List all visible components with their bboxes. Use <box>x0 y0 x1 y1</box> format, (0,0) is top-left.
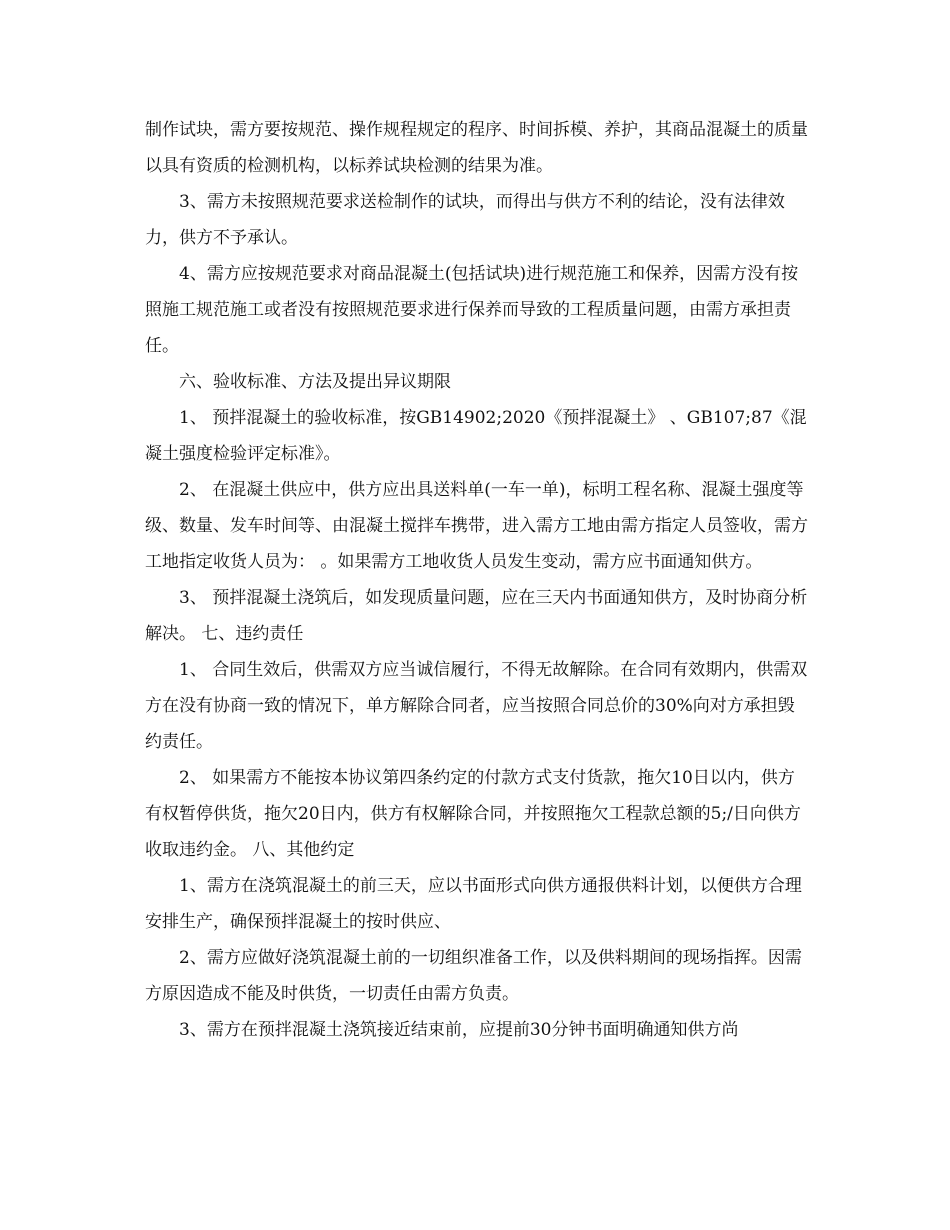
paragraph-5: 1、 预拌混凝土的验收标准，按GB14902;2020《预拌混凝土》 、GB107;87《混凝土强度检验评定标准》。 <box>145 408 807 464</box>
section-heading-6: 六、验收标准、方法及提出异议期限 <box>179 372 451 392</box>
paragraph-9: 2、 如果需方不能按本协议第四条约定的付款方式支付货款，拖欠10日以内，供方有权暂停供货，拖欠20日内，供方有权解除合同，并按照拖欠工程款总额的5;/日向供方收取违约金。 八、其他约定 <box>145 768 801 860</box>
paragraph-3: 4、需方应按规范要求对商品混凝土(包括试块)进行规范施工和保养，因需方没有按照施工规范施工或者没有按照规范要求进行保养而导致的工程质量问题，由需方承担责任。 <box>145 264 799 356</box>
paragraph-12: 3、需方在预拌混凝土浇筑接近结束前，应提前30分钟书面明确通知供方尚 <box>179 1020 739 1040</box>
paragraph-1: 制作试块，需方要按规范、操作规程规定的程序、时间拆模、养护，其商品混凝土的质量以具有资质的检测机构，以标养试块检测的结果为准。 <box>145 120 808 176</box>
paragraph-11: 2、需方应做好浇筑混凝土前的一切组织准备工作，以及供料期间的现场指挥。因需方原因造成不能及时供货，一切责任由需方负责。 <box>145 948 802 1004</box>
paragraph-10: 1、需方在浇筑混凝土的前三天，应以书面形式向供方通报供料计划，以便供方合理安排生产，确保预拌混凝土的按时供应、 <box>145 876 802 932</box>
paragraph-2: 3、需方未按照规范要求送检制作的试块，而得出与供方不利的结论，没有法律效力，供方不予承认。 <box>145 192 785 248</box>
document-body <box>145 112 810 1048</box>
paragraph-8: 1、 合同生效后，供需双方应当诚信履行，不得无故解除。在合同有效期内，供需双方在没有协商一致的情况下，单方解除合同者，应当按照合同总价的30%向对方承担毁约责任。 <box>145 660 808 752</box>
paragraph-7: 3、 预拌混凝土浇筑后，如发现质量问题，应在三天内书面通知供方，及时协商分析解决。 七、违约责任 <box>145 588 808 644</box>
paragraph-6: 2、 在混凝土供应中，供方应出具送料单(一车一单)，标明工程名称、混凝土强度等级、数量、发车时间等、由混凝土搅拌车携带，进入需方工地由需方指定人员签收，需方工地指定收货人员为： 。如果需方工地收货人员发生变动，需方应书面通知供方。 <box>145 480 808 572</box>
